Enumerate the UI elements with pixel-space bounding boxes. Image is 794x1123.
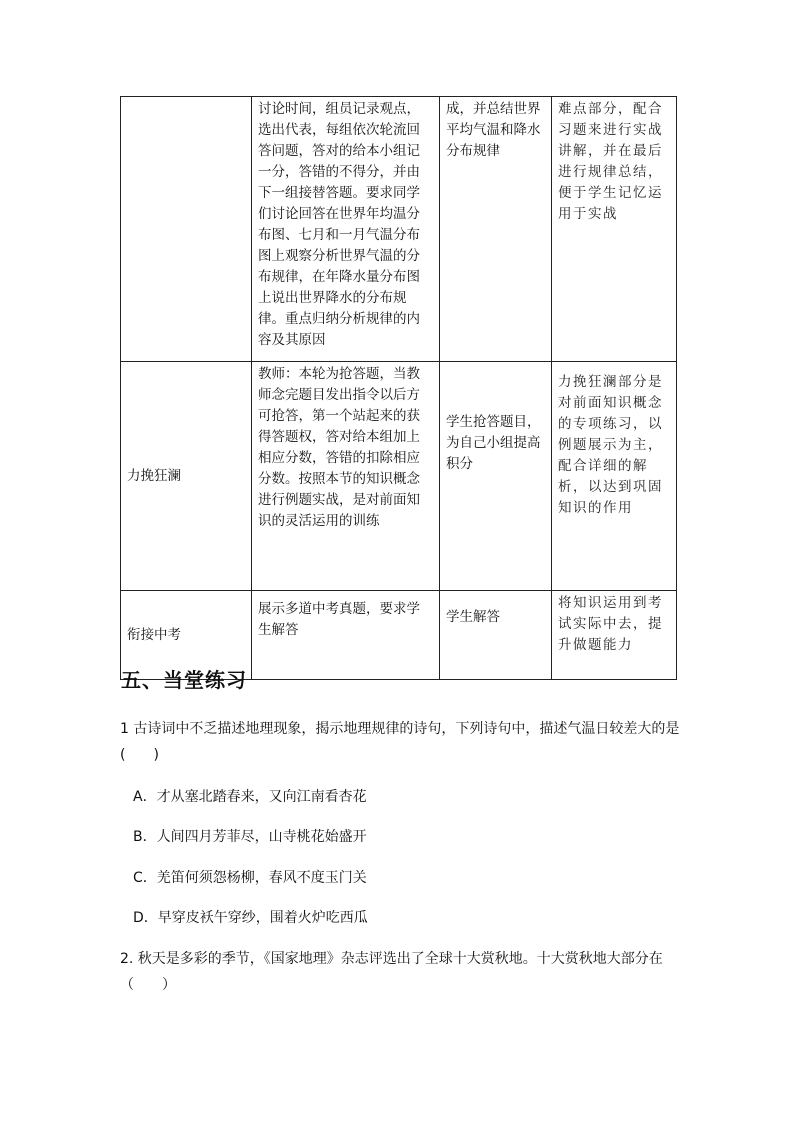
question-1-option-d: D．早穿皮袄午穿纱，围着火炉吃西瓜 [133,910,368,926]
section-title: 五、当堂练习 [121,668,247,692]
design-intent-cell: 难点部分，配合习题来进行实战讲解，并在最后进行规律总结，便于学生记忆运用于实战 [552,97,677,362]
question-1-option-c: C．羌笛何须怨杨柳，春风不度玉门关 [133,870,367,886]
student-activity-cell: 学生抢答题目，为自己小组提高积分 [440,362,552,591]
teacher-activity-cell: 讨论时间，组员记录观点，选出代表，每组依次轮流回答问题，答对的给本小组记一分，答错的不得分，并由下一组接替答题。要求同学们讨论回答在世界年均温分布图、七月和一月气温分布图上观察分析世界气温的分布规律，在年降水量分布图上说出世界降水的分布规律。重点归纳分析规律的内容及其原因 [252,97,440,362]
teacher-activity-cell: 展示多道中考真题，要求学生解答 [252,591,440,680]
teacher-activity-cell: 教师：本轮为抢答题，当教师念完题目发出指令以后方可抢答，第一个站起来的获得答题权，答对给本组加上相应分数，答错的扣除相应分数。按照本节的知识概念进行例题实战，是对前面知识的灵活运用的训练 [252,362,440,591]
lesson-plan-table [120,96,677,680]
student-activity-cell: 成，并总结世界平均气温和降水分布规律 [440,97,552,362]
design-intent-cell: 力挽狂澜部分是对前面知识概念的专项练习，以例题展示为主，配合详细的解析，以达到巩固知识的作用 [552,362,677,591]
table-row [121,97,677,362]
stage-cell: 衔接中考 [121,591,252,680]
question-1-stem: 1 古诗词中不乏描述地理现象，揭示地理规律的诗句，下列诗句中，描述气温日较差大的是( ) [120,721,680,763]
design-intent-cell: 将知识运用到考试实际中去，提升做题能力 [552,591,677,680]
stage-cell [121,97,252,362]
stage-cell: 力挽狂澜 [121,362,252,591]
table-row [121,362,677,591]
question-1-option-b: B．人间四月芳菲尽，山寺桃花始盛开 [133,829,367,845]
question-1-option-a: A．才从塞北踏春来，又向江南看杏花 [133,789,367,805]
question-2-stem: 2. 秋天是多彩的季节，《国家地理》杂志评选出了全球十大赏秋地。十大赏秋地大部分在（ ） [120,951,663,993]
student-activity-cell: 学生解答 [440,591,552,680]
